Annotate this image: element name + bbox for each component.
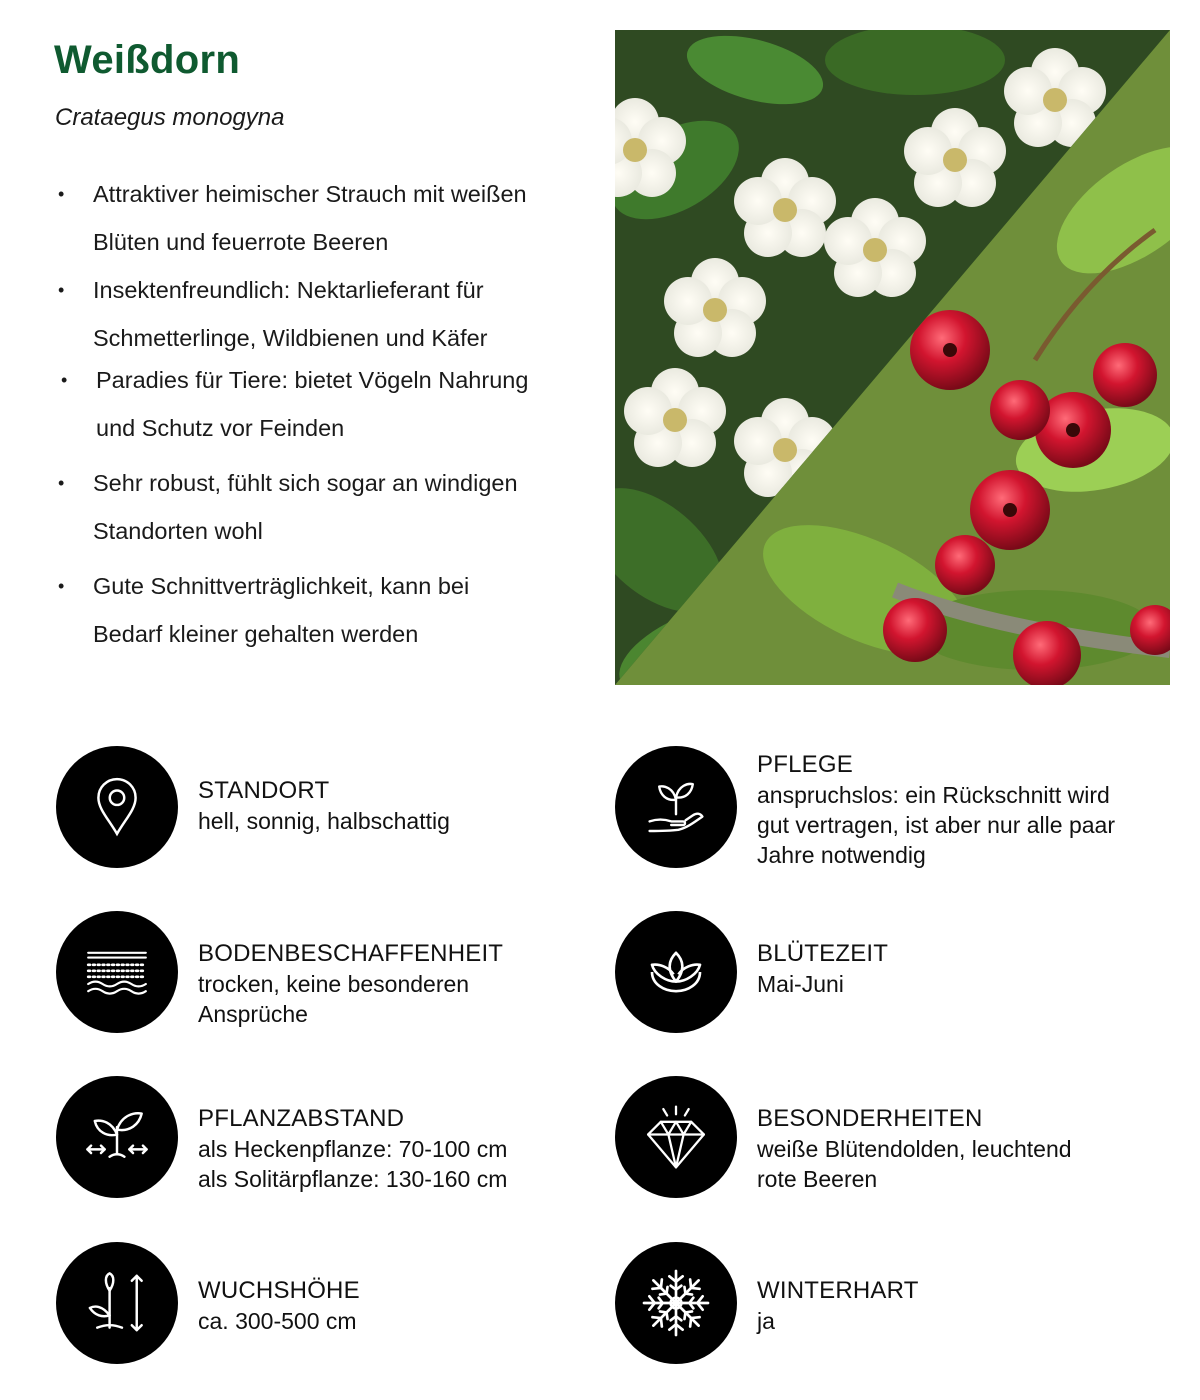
feature-value: Jahre notwendig [757,842,926,868]
feature-besonderheiten [615,1076,1175,1206]
feature-value: hell, sonnig, halbschattig [198,808,450,834]
feature-value: trocken, keine besonderen [198,971,470,997]
feature-value: Mai-Juni [757,971,844,997]
latin-name: Crataegus monogyna [55,104,285,131]
bullet-text-line: Schmetterlinge, Wildbienen und Käfer [93,325,488,351]
snowflake-icon [615,1242,737,1364]
feature-value: als Heckenpflanze: 70-100 cm [198,1136,508,1162]
feature-winterhart [615,1242,1175,1372]
list-item [58,170,613,266]
bullet-icon: • [58,280,65,300]
bullet-icon: • [58,576,65,596]
bullet-text-line: Insektenfreundlich: Nektarlieferant für [93,277,484,303]
feature-label: BLÜTEZEIT [757,940,889,967]
feature-value: rote Beeren [757,1166,878,1192]
feature-wuchshoehe [56,1242,616,1372]
lotus-flower-icon [615,911,737,1033]
seedling-hand-icon [615,746,737,868]
bullet-text-line: Sehr robust, fühlt sich sogar an windigen [93,470,518,496]
diamond-icon [615,1076,737,1198]
soil-layers-icon [56,911,178,1033]
feature-value: ja [757,1308,775,1334]
feature-pflanzabstand [56,1076,616,1206]
feature-value: gut vertragen, ist aber nur alle paar [757,812,1115,838]
feature-label: STANDORT [198,777,330,804]
feature-value: anspruchslos: ein Rückschnitt wird [757,782,1110,808]
feature-label: WINTERHART [757,1277,919,1304]
bullet-text-line: Standorten wohl [93,518,263,544]
feature-bluetezeit [615,911,1175,1041]
bullet-text-line: Attraktiver heimischer Strauch mit weißen [93,181,527,207]
tree-height-icon [56,1242,178,1364]
feature-value: als Solitärpflanze: 130-160 cm [198,1166,508,1192]
bullet-text-line: Paradies für Tiere: bietet Vögeln Nahrung [96,367,529,393]
feature-value: weiße Blütendolden, leuchtend [757,1136,1072,1162]
list-item [58,562,613,658]
feature-label: PFLEGE [757,751,853,778]
feature-value: ca. 300-500 cm [198,1308,357,1334]
feature-label: BESONDERHEITEN [757,1105,983,1132]
page-title: Weißdorn [54,38,241,82]
bullet-text-line: und Schutz vor Feinden [96,415,345,441]
bullet-text-line: Gute Schnittverträglichkeit, kann bei [93,573,470,599]
list-item [61,356,616,452]
location-pin-icon [56,746,178,868]
feature-pflege [615,746,1175,876]
bullet-icon: • [58,473,65,493]
plant-spacing-icon [56,1076,178,1198]
bullet-icon: • [58,184,65,204]
list-item [58,266,613,362]
bullet-text-line: Bedarf kleiner gehalten werden [93,621,419,647]
bullet-text-line: Blüten und feuerrote Beeren [93,229,389,255]
feature-label: PFLANZABSTAND [198,1105,405,1132]
feature-boden [56,911,616,1041]
list-item [58,459,613,555]
feature-label: WUCHSHÖHE [198,1277,360,1304]
feature-label: BODENBESCHAFFENHEIT [198,940,504,967]
bullet-icon: • [61,370,68,390]
feature-value: Ansprüche [198,1001,308,1027]
feature-standort [56,746,616,876]
product-photo [615,30,1170,685]
